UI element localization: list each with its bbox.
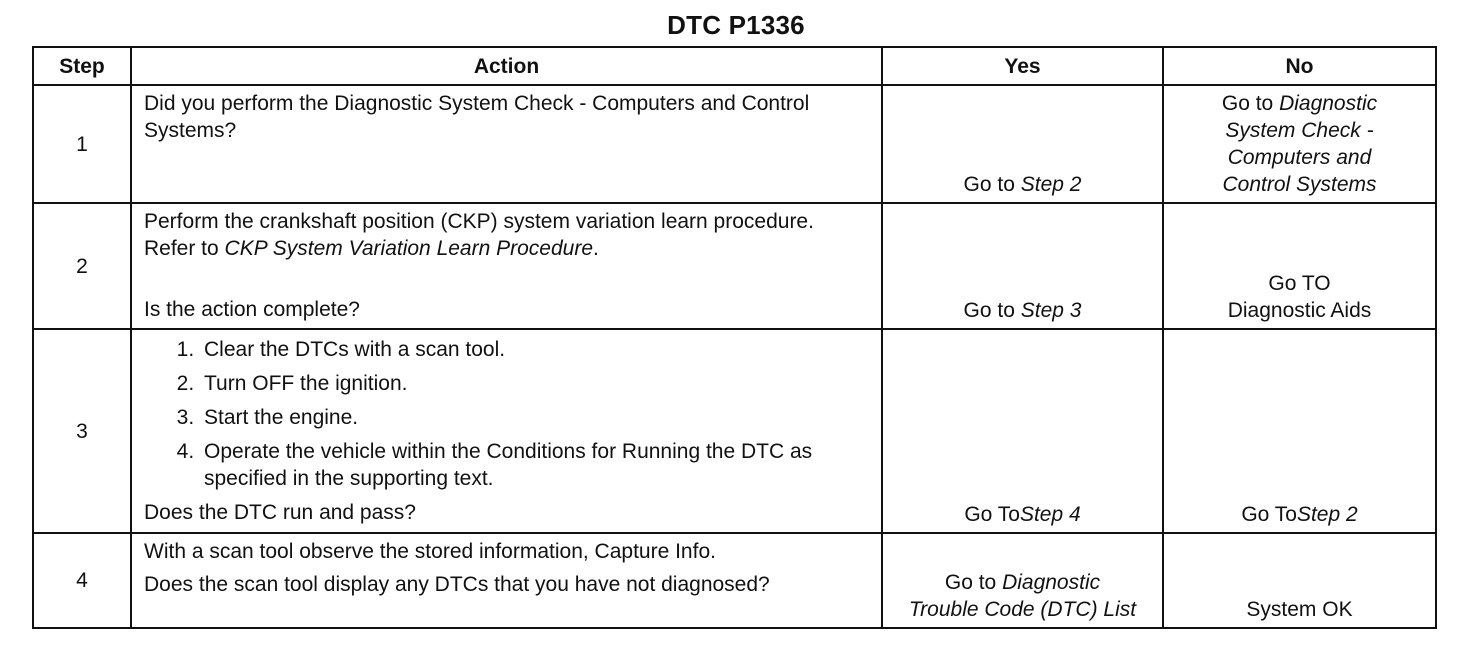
yes-cell bbox=[882, 203, 1163, 329]
no-text: System OK bbox=[1246, 598, 1353, 621]
action-cell bbox=[131, 533, 882, 628]
no-prefix: Go to bbox=[1221, 92, 1280, 115]
action-text: Did you perform the Diagnostic System Check - Computers and Control Systems? bbox=[144, 92, 810, 142]
action-text: With a scan tool observe the stored information, Capture Info. bbox=[144, 540, 716, 563]
yes-prefix: Go to bbox=[963, 173, 1021, 196]
action-question: Is the action complete? bbox=[144, 298, 360, 321]
no-cell bbox=[1163, 329, 1436, 533]
no-cell bbox=[1163, 85, 1436, 203]
yes-link: Step 4 bbox=[1019, 503, 1081, 526]
action-reference: CKP System Variation Learn Procedure bbox=[224, 237, 594, 260]
action-cell bbox=[131, 85, 882, 203]
step-number: 4 bbox=[33, 533, 131, 628]
header-step: Step bbox=[33, 47, 131, 85]
action-prefix: Perform the crankshaft position (CKP) system variation learn procedure. Refer to bbox=[144, 210, 814, 260]
step-number: 2 bbox=[33, 203, 131, 329]
no-cell bbox=[1163, 533, 1436, 628]
yes-link: Diagnostic Trouble Code (DTC) List bbox=[908, 571, 1137, 621]
yes-prefix: Go to bbox=[963, 299, 1021, 322]
action-cell bbox=[131, 329, 882, 533]
table-header-row bbox=[33, 47, 1436, 85]
list-item: 3. Start the engine. bbox=[200, 404, 844, 431]
yes-cell bbox=[882, 329, 1163, 533]
header-yes: Yes bbox=[882, 47, 1163, 85]
yes-link: Step 2 bbox=[1020, 173, 1082, 196]
yes-cell bbox=[882, 85, 1163, 203]
action-question: Does the scan tool display any DTCs that you have not diagnosed? bbox=[144, 573, 770, 596]
yes-prefix: Go To bbox=[964, 503, 1020, 526]
table-row bbox=[33, 329, 1436, 533]
list-item: 1. Clear the DTCs with a scan tool. bbox=[200, 336, 844, 363]
list-item: 4. Operate the vehicle within the Conditions for Running the DTC as specified in the supporting text. bbox=[200, 438, 844, 492]
dtc-table bbox=[32, 46, 1437, 629]
yes-cell bbox=[882, 533, 1163, 628]
no-link: Step 2 bbox=[1296, 503, 1358, 526]
header-no: No bbox=[1163, 47, 1436, 85]
step-number: 3 bbox=[33, 329, 131, 533]
no-line: Go TO bbox=[1268, 272, 1331, 295]
table-row bbox=[33, 85, 1436, 203]
yes-link: Step 3 bbox=[1020, 299, 1082, 322]
yes-prefix: Go to bbox=[944, 571, 1003, 594]
action-suffix: . bbox=[593, 237, 599, 260]
header-action: Action bbox=[131, 47, 882, 85]
action-steps-list bbox=[144, 336, 871, 492]
action-cell bbox=[131, 203, 882, 329]
no-prefix: Go To bbox=[1241, 503, 1297, 526]
list-item: 2. Turn OFF the ignition. bbox=[200, 370, 844, 397]
no-link: Diagnostic System Check - Computers and Control Systems bbox=[1222, 92, 1378, 196]
no-line: Diagnostic Aids bbox=[1227, 299, 1372, 322]
no-cell bbox=[1163, 203, 1436, 329]
action-text bbox=[144, 208, 844, 262]
table-row bbox=[33, 533, 1436, 628]
page-title: DTC P1336 bbox=[667, 10, 805, 40]
action-question: Does the DTC run and pass? bbox=[144, 501, 416, 524]
table-row bbox=[33, 203, 1436, 329]
step-number: 1 bbox=[33, 85, 131, 203]
